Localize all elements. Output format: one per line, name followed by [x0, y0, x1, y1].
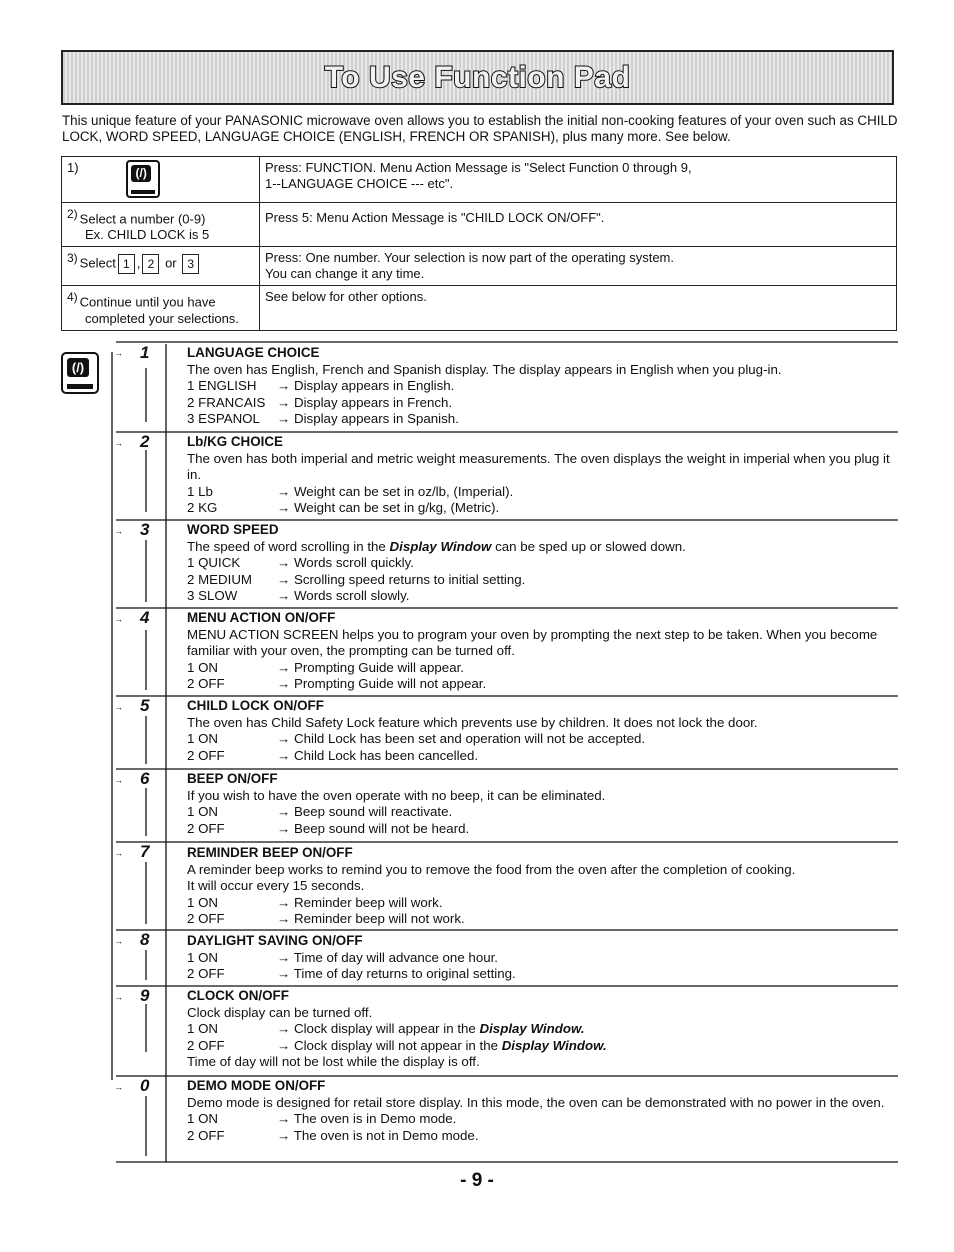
steps-table: [61, 156, 897, 331]
step-instruction: Press: FUNCTION. Menu Action Message is "Select Function 0 through 9,: [265, 160, 692, 175]
function-key-icon: (/): [126, 160, 160, 198]
svg-text:→: →: [114, 526, 123, 536]
key-2-icon: 2: [142, 254, 159, 274]
option-number: 6: [140, 769, 150, 788]
option-number: 1: [140, 343, 150, 362]
option-number: 8: [140, 930, 150, 949]
option-number: 9: [140, 986, 150, 1005]
step-instruction: Press: One number. Your selection is now part of the operating system.: [265, 250, 674, 266]
step-number: 1): [67, 160, 79, 175]
step-instruction: Press 5: Menu Action Message is "CHILD LOCK ON/OFF".: [265, 210, 605, 225]
step-label: Select a number (0-9): [79, 211, 206, 227]
option-menu-action: MENU ACTION ON/OFF MENU ACTION SCREEN helps you to program your oven by prompting the next step to be taken. When you become familiar with your oven, the prompting can be turned off. 1 ON → Prompting Guide will appear. 2 OFF → Prompting Guide will not appear.: [187, 610, 878, 691]
intro-text: This unique feature of your PANASONIC microwave oven allows you to establish the initial non-cooking features of your oven such as CHILD LOCK, WORD SPEED, LANGUAGE CHOICE (ENGLISH, FRENCH OR SPANISH), plus many more. See below.: [62, 113, 898, 144]
option-number: 7: [140, 842, 150, 861]
option-reminder-beep: REMINDER BEEP ON/OFF A reminder beep works to remind you to remove the food from the oven after the completion of cooking. It will occur every 15 seconds. 1 ON → Reminder beep will work. 2 OFF → Reminder beep will not work.: [187, 845, 796, 926]
key-3-icon: 3: [182, 254, 199, 274]
option-lbkg-choice: Lb/KG CHOICE The oven has both imperial and metric weight measurements. The oven displays the weight in imperial when you plug it in. 1 Lb → Weight can be set in oz/lb, (Imperial). 2 KG → Weight can be set in g/kg, (Metric).: [187, 434, 890, 515]
option-demo-mode: DEMO MODE ON/OFF Demo mode is designed for retail store display. In this mode, the oven can be demonstrated with no power in the oven. 1 ON → The oven is in Demo mode. 2 OFF → The oven is not in Demo mode.: [187, 1078, 885, 1143]
option-word-speed: WORD SPEED The speed of word scrolling in the Display Window can be sped up or slowed down. 1 QUICK → Words scroll quickly. 2 MEDIUM → Scrolling speed returns to initial setting. 3 SLOW → Words scroll slowly.: [187, 522, 686, 603]
key-1-icon: 1: [118, 254, 135, 274]
svg-text:→: →: [114, 1082, 123, 1092]
svg-text:→: →: [114, 702, 123, 712]
step-number: 3): [67, 251, 78, 266]
option-number: 2: [140, 432, 150, 451]
page-title: To Use Function Pad: [324, 60, 631, 94]
option-beep: BEEP ON/OFF If you wish to have the oven operate with no beep, it can be eliminated. 1 ON → Beep sound will reactivate. 2 OFF → Beep sound will not be heard.: [187, 771, 606, 836]
option-number: 0: [140, 1076, 150, 1095]
title-banner: [61, 50, 894, 105]
step-instruction: You can change it any time.: [265, 266, 425, 282]
option-number: 5: [140, 696, 150, 715]
svg-text:→: →: [114, 438, 123, 448]
option-language-choice: LANGUAGE CHOICE The oven has English, French and Spanish display. The display appears in English when you plug-in. 1 ENGLISH → Display appears in English. 2 FRANCAIS → Display appears in French. 3 ESPANOL → Display appears in Spanish.: [187, 345, 782, 426]
step-label: Select: [79, 255, 116, 271]
option-clock: CLOCK ON/OFF Clock display can be turned off. 1 ON → Clock display will appear in the Display Window. 2 OFF → Clock display will not appear in the Display Window. Time of day will not be lost while the display is off.: [187, 988, 607, 1069]
step-row-3: 3) Select 1 , 2 or 3 Press: One number. Your selection is now part of the operating system. You can change it any time.: [62, 247, 897, 286]
svg-text:→: →: [114, 348, 123, 358]
step-row-1: [62, 157, 897, 203]
step-number: 2): [67, 207, 78, 221]
svg-text:→: →: [114, 848, 123, 858]
step-row-4: [62, 286, 897, 330]
option-child-lock: CHILD LOCK ON/OFF The oven has Child Safety Lock feature which prevents use by children. It does not lock the door. 1 ON → Child Lock has been set and operation will not be accepted. 2 OFF → Child Lock has been cancelled.: [187, 698, 758, 763]
option-number: 3: [140, 520, 150, 539]
step-row-2: [62, 203, 897, 247]
page-number: - 9 -: [460, 1170, 494, 1191]
svg-text:→: →: [114, 992, 123, 1002]
step-instruction: 1--LANGUAGE CHOICE --- etc".: [265, 176, 454, 191]
step-instruction: See below for other options.: [265, 289, 427, 305]
option-daylight-saving: DAYLIGHT SAVING ON/OFF 1 ON → Time of day will advance one hour. 2 OFF → Time of day returns to original setting.: [187, 933, 516, 981]
step-label: completed your selections.: [85, 310, 239, 326]
step-label: Continue until you have: [79, 294, 216, 310]
svg-text:→: →: [114, 614, 123, 624]
function-key-icon: (/): [61, 352, 99, 394]
step-example: Ex. CHILD LOCK is 5: [85, 227, 210, 243]
svg-text:→: →: [114, 775, 123, 785]
svg-text:→: →: [114, 936, 123, 946]
option-number: 4: [140, 608, 150, 627]
step-number: 4): [67, 290, 78, 305]
